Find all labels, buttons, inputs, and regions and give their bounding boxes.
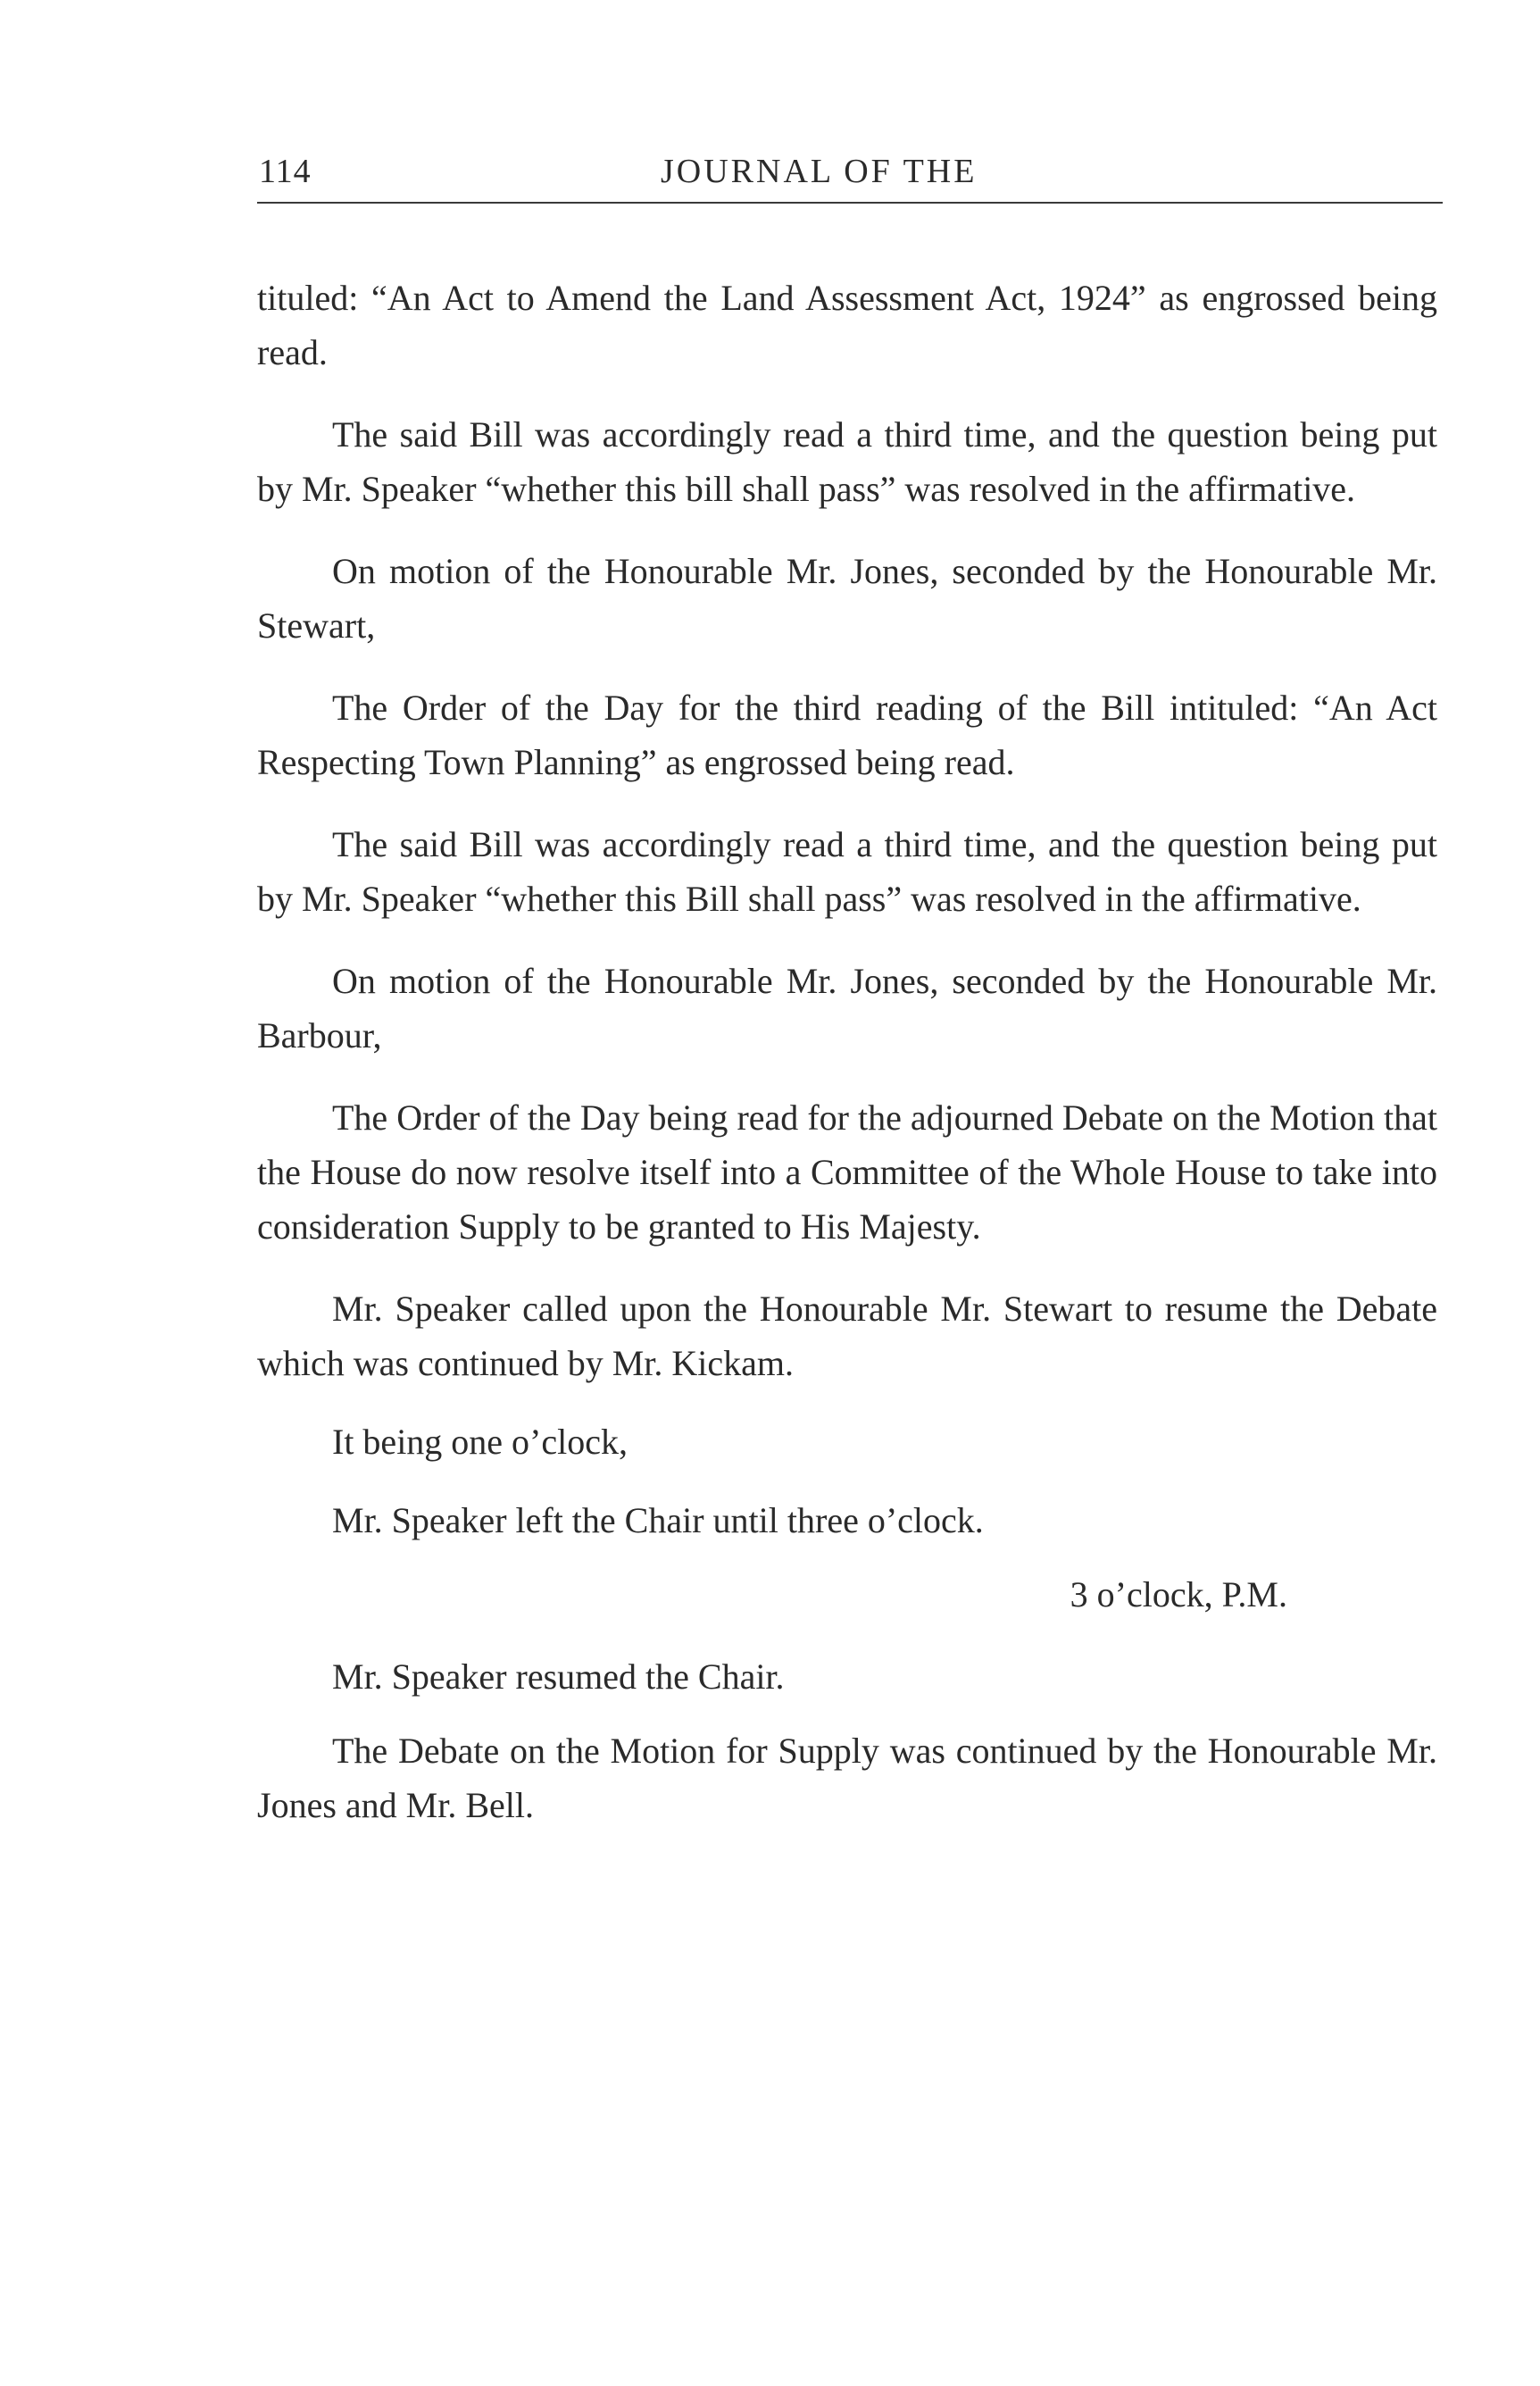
paragraph-adjourned-debate: The Order of the Day being read for the adjourned Debate on the Motion that the House do now resolve itself into a Committee of the Whole House to take into consideration Supply to be granted to His Majesty.: [257, 1097, 1437, 1247]
time-marker: 3 o’clock, P.M.: [1070, 1574, 1287, 1614]
header-rule: [257, 202, 1443, 204]
paragraph-debate-resumed: Mr. Speaker called upon the Honourable Mr. Stewart to resume the Debate which was continued by Mr. Kickam.: [257, 1289, 1437, 1383]
paragraph-one-oclock: It being one o’clock,: [332, 1422, 628, 1462]
paragraph-debate-continued: The Debate on the Motion for Supply was continued by the Honourable Mr. Jones and Mr. Bell.: [257, 1731, 1437, 1825]
paragraph-motion: On motion of the Honourable Mr. Jones, seconded by the Honourable Mr. Barbour,: [257, 961, 1437, 1055]
running-title: JOURNAL OF THE: [661, 153, 978, 190]
running-head: [259, 152, 1442, 202]
paragraph-third-reading-result: The said Bill was accordingly read a third time, and the question being put by Mr. Speaker “whether this Bill shall pass” was resolved in the affirmative.: [257, 824, 1437, 919]
paragraph-motion: On motion of the Honourable Mr. Jones, seconded by the Honourable Mr. Stewart,: [257, 551, 1437, 646]
journal-body: [257, 271, 1437, 1832]
paragraph-speaker-resumed-chair: Mr. Speaker resumed the Chair.: [332, 1656, 785, 1697]
page-number: 114: [259, 153, 312, 190]
paragraph-continued: tituled: “An Act to Amend the Land Assessment Act, 1924” as engrossed being read.: [257, 278, 1437, 372]
paragraph-speaker-left-chair: Mr. Speaker left the Chair until three o’clock.: [332, 1500, 984, 1540]
paragraph-third-reading-result: The said Bill was accordingly read a third time, and the question being put by Mr. Speaker “whether this bill shall pass” was resolved in the affirmative.: [257, 414, 1437, 509]
paragraph-order-of-day: The Order of the Day for the third reading of the Bill intituled: “An Act Respecting Town Planning” as engrossed being read.: [257, 688, 1437, 782]
